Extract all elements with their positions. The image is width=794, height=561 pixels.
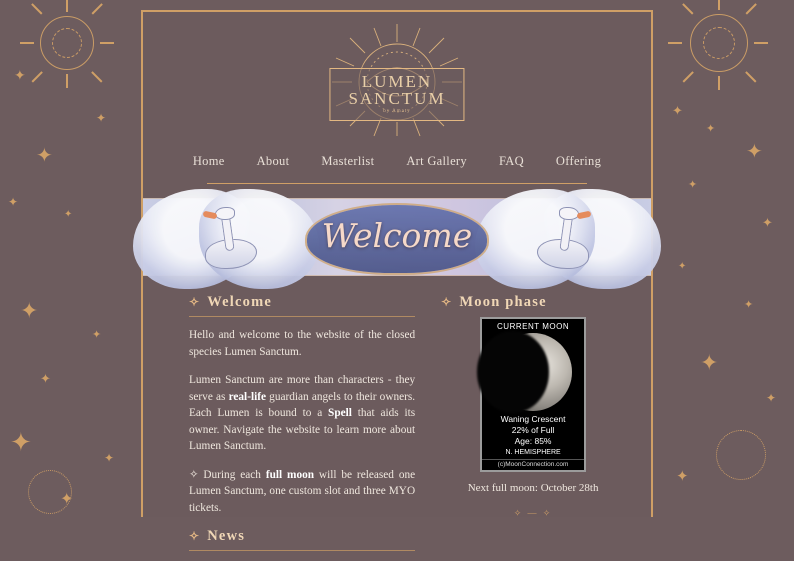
- nav-item-faq[interactable]: FAQ: [498, 154, 524, 168]
- moon-image: [494, 333, 572, 411]
- swan-illustration-left: [197, 205, 263, 271]
- moon-hemisphere: N. HEMISPHERE: [505, 449, 561, 456]
- welcome-paragraph-3: ✧ During each full moon will be released one Lumen Sanctum, one custom slot and three MYO tickets.: [189, 468, 416, 514]
- nav-divider: [207, 183, 587, 184]
- news-heading-label: News: [207, 528, 246, 544]
- news-section-heading: [189, 528, 415, 545]
- sidebar-column: [441, 294, 625, 561]
- diamond-icon: ✧: [189, 529, 201, 543]
- nav-item-home[interactable]: Home: [192, 154, 225, 168]
- content-area: [143, 276, 651, 561]
- diamond-icon: ✧: [441, 295, 453, 309]
- next-full-moon-text: Next full moon: October 28th: [467, 482, 599, 494]
- diamond-icon: ✧: [189, 295, 201, 309]
- moon-phase-heading-label: Moon phase: [459, 294, 547, 310]
- site-logo[interactable]: [143, 12, 651, 148]
- site-frame: [141, 10, 653, 544]
- welcome-banner: [143, 198, 651, 276]
- logo-title-line1: LUMEN: [361, 72, 433, 91]
- banner-welcome-text: Welcome: [321, 215, 473, 255]
- moon-widget-title: CURRENT MOON: [497, 322, 570, 331]
- moon-credit: (c)MoonConnection.com: [482, 459, 584, 468]
- swan-illustration-right: [531, 205, 597, 271]
- logo-text-box: [329, 68, 464, 121]
- moon-percent-full: 22% of Full: [511, 425, 555, 435]
- moon-age: Age: 85%: [514, 436, 552, 446]
- main-navigation[interactable]: [143, 148, 651, 177]
- main-column: [189, 294, 415, 561]
- news-heading-rule: [189, 550, 415, 551]
- moon-phase-heading: [441, 294, 625, 311]
- nav-item-art-gallery[interactable]: Art Gallery: [406, 154, 467, 168]
- logo-subtitle: by Amaty: [383, 109, 411, 114]
- moon-phase-widget[interactable]: [480, 317, 586, 472]
- welcome-heading-rule: [189, 316, 415, 317]
- welcome-heading-label: Welcome: [207, 294, 273, 310]
- welcome-section-heading: [189, 294, 415, 311]
- logo-title-line2: SANCTUM: [348, 89, 446, 108]
- ornament-divider-icon: ✧ — ✧: [513, 508, 553, 518]
- page-root: ✦ ✦ ✦ ✦ ✦ ✦ ✦ ✦ ✦ ✦ ✦ ✦ ✦ ✦ ✦ ✦ ✦ ✦ ✦ ✦ ✦ LUMEN SANCTUM by Amaty Home About Masterlist Art Gallery FAQ Offering Welcome ✧ Welcome Hello and welcome to the website of the closed species Lumen Sanctum. Lumen Sanctum are more than characters - they serve as real-life guardian angels to their owners. Each Lumen is bound to a Spell that aids its owner. Navigate the website to learn more about Lumen Sanctum. ✧ During each full moon will be released one Lumen Sanctum, one custom slot and three MYO tickets. ✧ News ✧ Moon phase CURRENT MOON Waning Crescent 22% of Full Age: 85% N. HEMISPHERE (c)MoonConnection.com Next full moon: October 28th ✧ — ✧: [0, 0, 794, 517]
- welcome-paragraph-2: Lumen Sanctum are more than characters - they serve as real-life guardian angels to their owners. Each Lumen is bound to a Spell that aids its owner. Navigate the website to learn more about Lumen Sanctum.: [189, 374, 416, 452]
- nav-item-masterlist[interactable]: Masterlist: [321, 154, 375, 168]
- moon-phase-name: Waning Crescent: [500, 414, 566, 424]
- welcome-paragraph-1: Hello and welcome to the website of the closed species Lumen Sanctum.: [189, 329, 416, 358]
- nav-item-offering[interactable]: Offering: [555, 154, 602, 168]
- nav-item-about[interactable]: About: [256, 154, 290, 168]
